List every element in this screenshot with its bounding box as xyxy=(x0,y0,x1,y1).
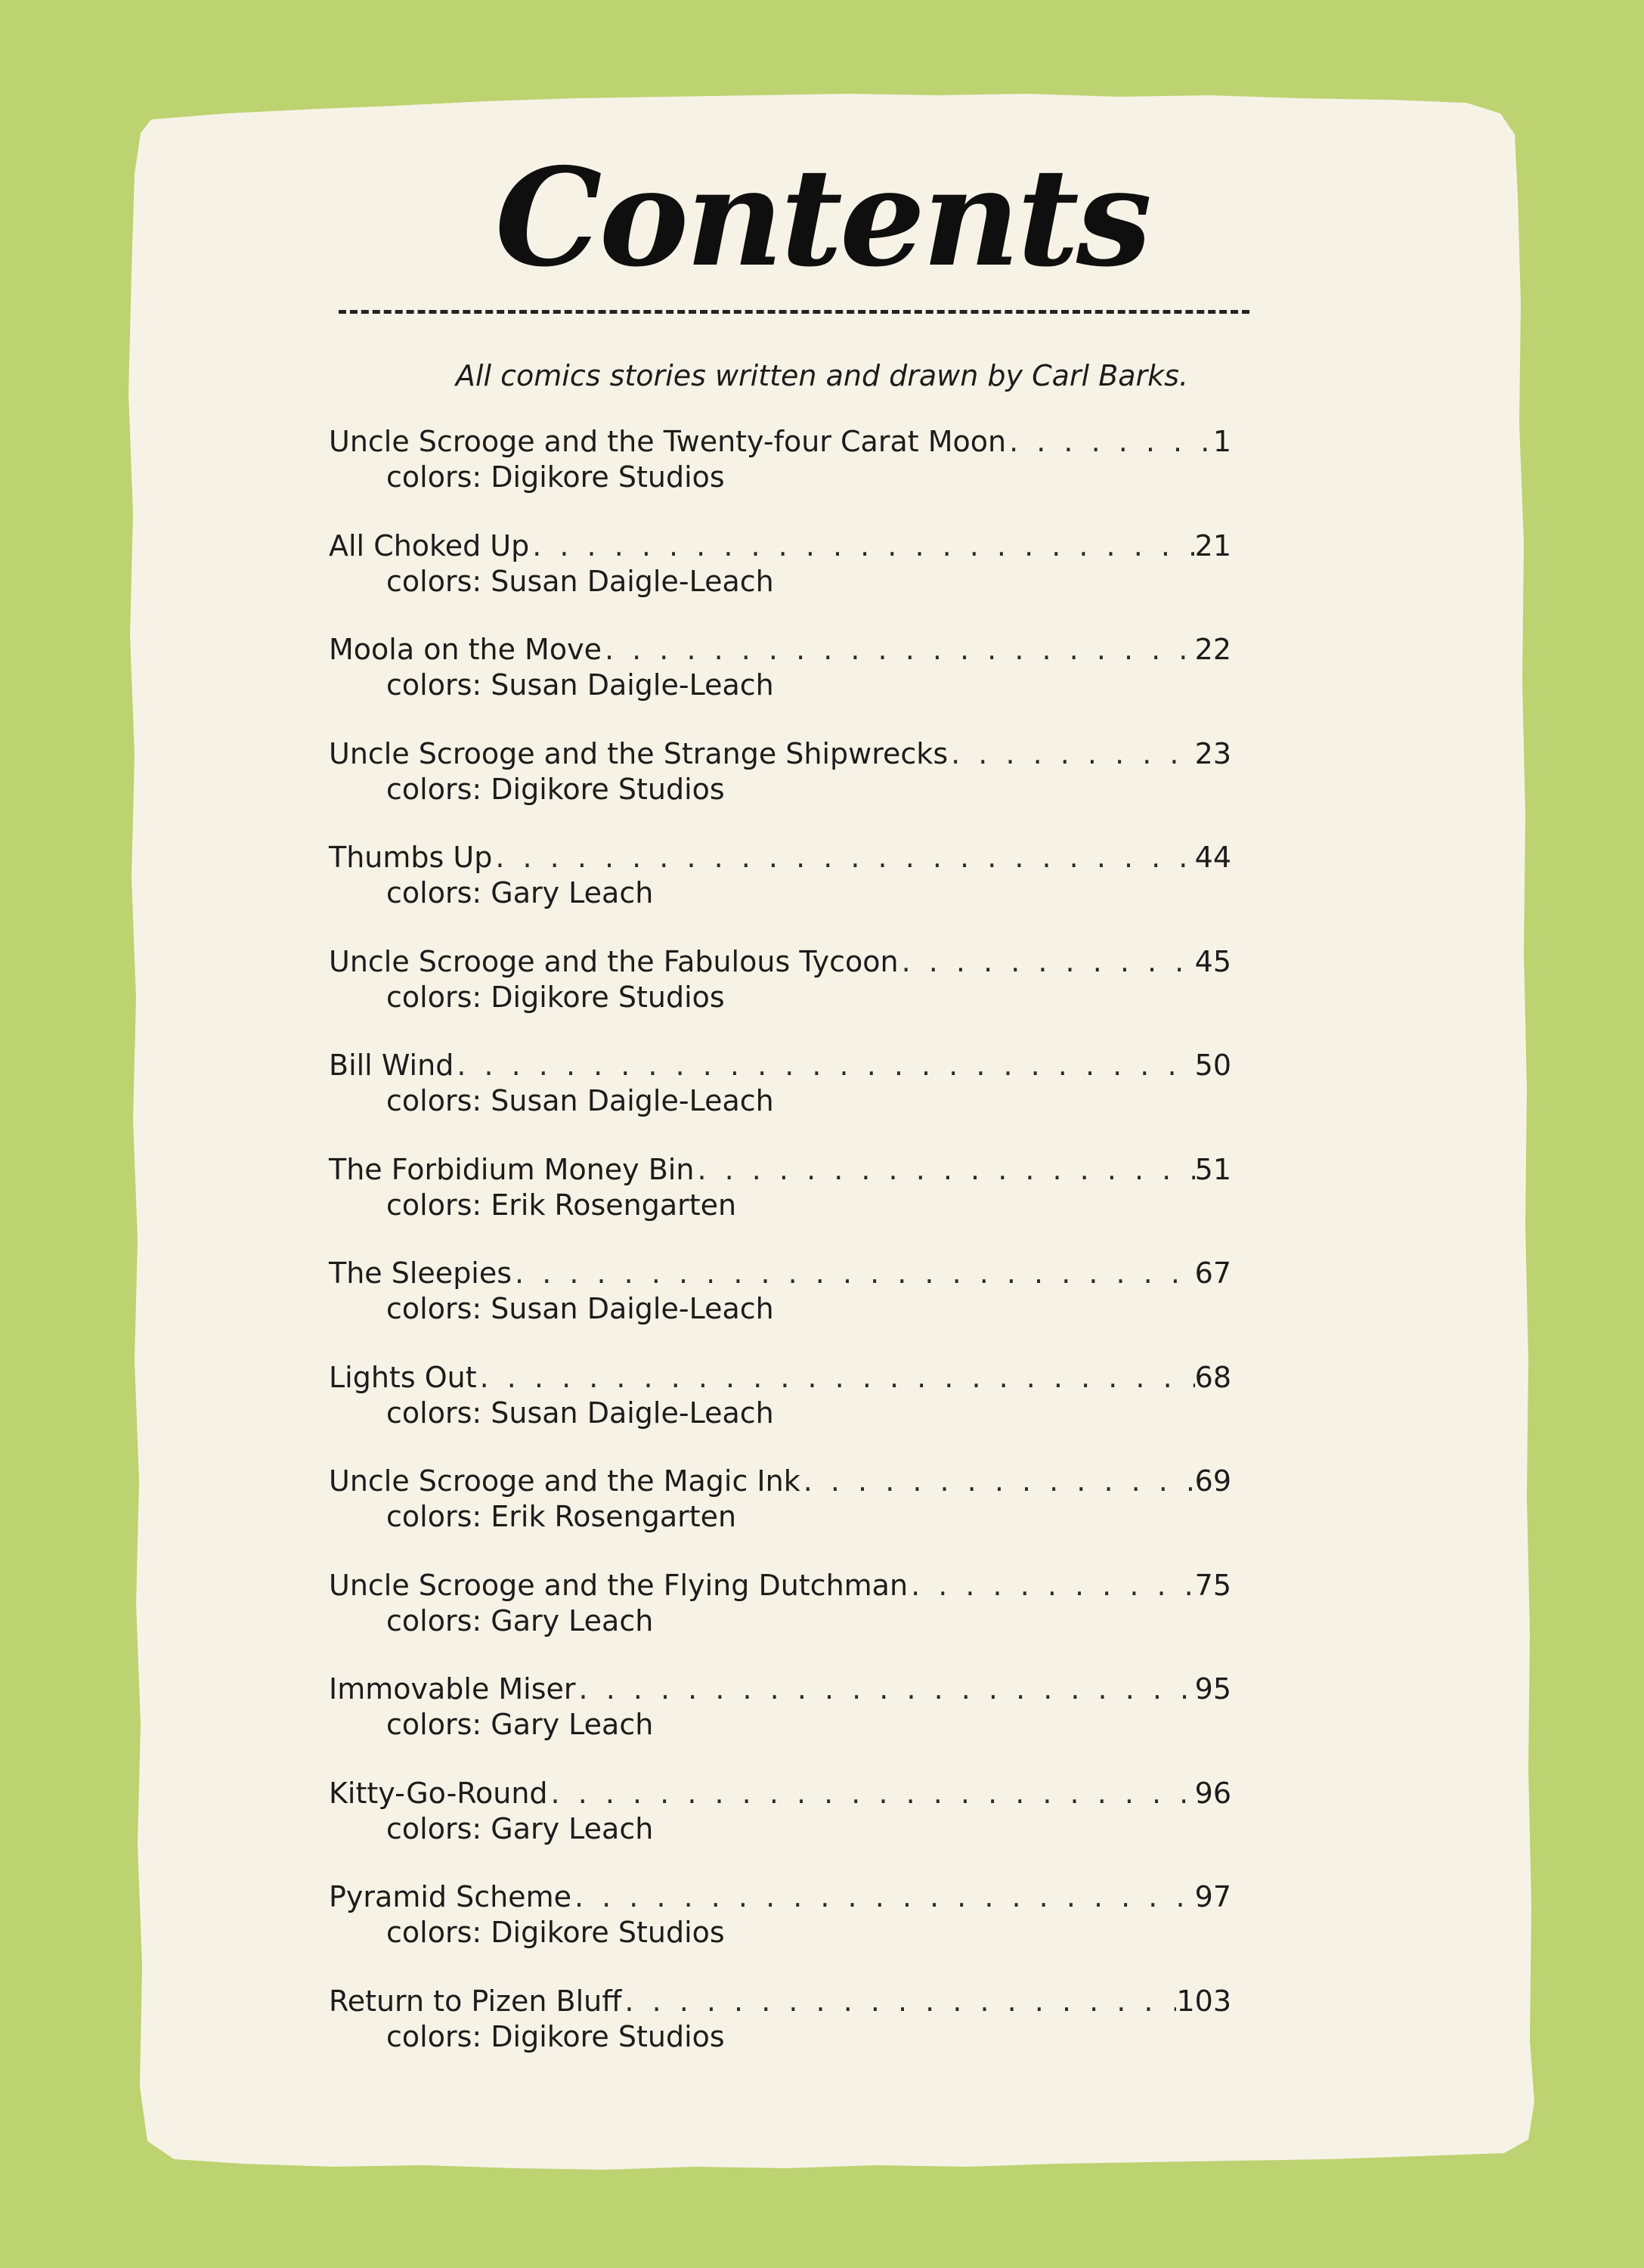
page-number: 23 xyxy=(1194,736,1231,770)
colorist-credit: colors: Gary Leach xyxy=(386,876,654,909)
toc-entry xyxy=(329,1359,1231,1464)
page-number: 95 xyxy=(1194,1672,1231,1706)
story-title: Moola on the Move xyxy=(329,633,602,666)
colorist-credit: colors: Gary Leach xyxy=(386,1811,654,1845)
colorist-credit: colors: Susan Daigle-Leach xyxy=(386,1084,774,1117)
story-title: Uncle Scrooge and the Twenty-four Carat Moon xyxy=(329,425,1007,458)
story-title: Immovable Miser xyxy=(329,1672,576,1706)
colorist-credit: colors: Digikore Studios xyxy=(386,772,725,806)
dashed-divider xyxy=(339,310,1249,314)
page-number: 51 xyxy=(1194,1152,1231,1186)
dot-leader xyxy=(1006,423,1213,460)
page-number: 67 xyxy=(1194,1256,1231,1290)
toc-entry xyxy=(329,528,1231,632)
story-title: Uncle Scrooge and the Strange Shipwrecks xyxy=(329,736,949,770)
dot-leader xyxy=(899,943,1195,980)
dot-leader xyxy=(571,1879,1195,1915)
toc-entry xyxy=(329,1671,1231,1775)
dot-leader xyxy=(529,528,1194,564)
page-number: 96 xyxy=(1194,1776,1231,1810)
toc-entry xyxy=(329,1879,1231,1983)
page-number: 103 xyxy=(1176,1984,1231,2018)
colorist-credit: colors: Erik Rosengarten xyxy=(386,1500,737,1533)
story-title: Pyramid Scheme xyxy=(329,1880,571,1913)
colorist-credit: colors: Susan Daigle-Leach xyxy=(386,1396,774,1430)
toc-entry xyxy=(329,631,1231,736)
colorist-credit: colors: Digikore Studios xyxy=(386,460,725,494)
dot-leader xyxy=(492,839,1194,875)
colorist-credit: colors: Gary Leach xyxy=(386,1708,654,1741)
dot-leader xyxy=(694,1151,1194,1188)
page-title: Contents xyxy=(494,138,1150,296)
dot-leader xyxy=(548,1775,1195,1811)
page-number: 97 xyxy=(1194,1880,1231,1913)
dot-leader xyxy=(454,1047,1194,1083)
colorist-credit: colors: Digikore Studios xyxy=(386,1916,725,1949)
dot-leader xyxy=(948,736,1195,772)
story-title: Uncle Scrooge and the Magic Ink xyxy=(329,1464,800,1498)
story-title: Uncle Scrooge and the Flying Dutchman xyxy=(329,1568,909,1602)
colorist-credit: colors: Susan Daigle-Leach xyxy=(386,668,774,702)
toc-entry xyxy=(329,839,1231,943)
toc-entry xyxy=(329,1567,1231,1672)
colorist-credit: colors: Gary Leach xyxy=(386,1603,654,1637)
toc-entry xyxy=(329,1047,1231,1151)
story-title: Uncle Scrooge and the Fabulous Tycoon xyxy=(329,944,899,978)
toc-entry xyxy=(329,736,1231,840)
dot-leader xyxy=(800,1463,1195,1499)
page-number: 21 xyxy=(1194,528,1231,562)
colorist-credit: colors: Digikore Studios xyxy=(386,2019,725,2053)
page-number: 1 xyxy=(1212,425,1231,458)
byline: All comics stories written and drawn by Carl Barks. xyxy=(455,359,1189,392)
story-title: Kitty-Go-Round xyxy=(329,1776,548,1810)
page-number: 68 xyxy=(1194,1360,1231,1394)
story-title: All Choked Up xyxy=(329,528,530,562)
toc-entry xyxy=(329,1775,1231,1879)
dot-leader xyxy=(576,1671,1195,1707)
dot-leader xyxy=(908,1567,1195,1603)
story-title: The Forbidium Money Bin xyxy=(329,1152,695,1186)
story-title: Return to Pizen Bluff xyxy=(329,1984,622,2018)
dot-leader xyxy=(621,1983,1176,2019)
story-title: Bill Wind xyxy=(329,1049,454,1082)
page-number: 50 xyxy=(1194,1049,1231,1082)
toc-entry xyxy=(329,1255,1231,1359)
page-number: 44 xyxy=(1194,841,1231,874)
page-number: 45 xyxy=(1194,944,1231,978)
dot-leader xyxy=(512,1255,1195,1291)
story-title: Lights Out xyxy=(329,1360,477,1394)
toc-entry xyxy=(329,423,1231,528)
colorist-credit: colors: Digikore Studios xyxy=(386,980,725,1014)
colorist-credit: colors: Susan Daigle-Leach xyxy=(386,564,774,598)
dot-leader xyxy=(602,631,1195,668)
page-number: 22 xyxy=(1194,633,1231,666)
toc-entry xyxy=(329,1983,1231,2087)
story-title: The Sleepies xyxy=(329,1256,512,1290)
colorist-credit: colors: Erik Rosengarten xyxy=(386,1188,737,1222)
toc-entry xyxy=(329,1151,1231,1256)
story-title: Thumbs Up xyxy=(329,841,493,874)
dot-leader xyxy=(477,1359,1195,1396)
table-of-contents xyxy=(329,423,1231,2087)
toc-entry xyxy=(329,943,1231,1048)
page-number: 75 xyxy=(1194,1568,1231,1602)
colorist-credit: colors: Susan Daigle-Leach xyxy=(386,1292,774,1325)
page-number: 69 xyxy=(1194,1464,1231,1498)
toc-entry xyxy=(329,1463,1231,1567)
